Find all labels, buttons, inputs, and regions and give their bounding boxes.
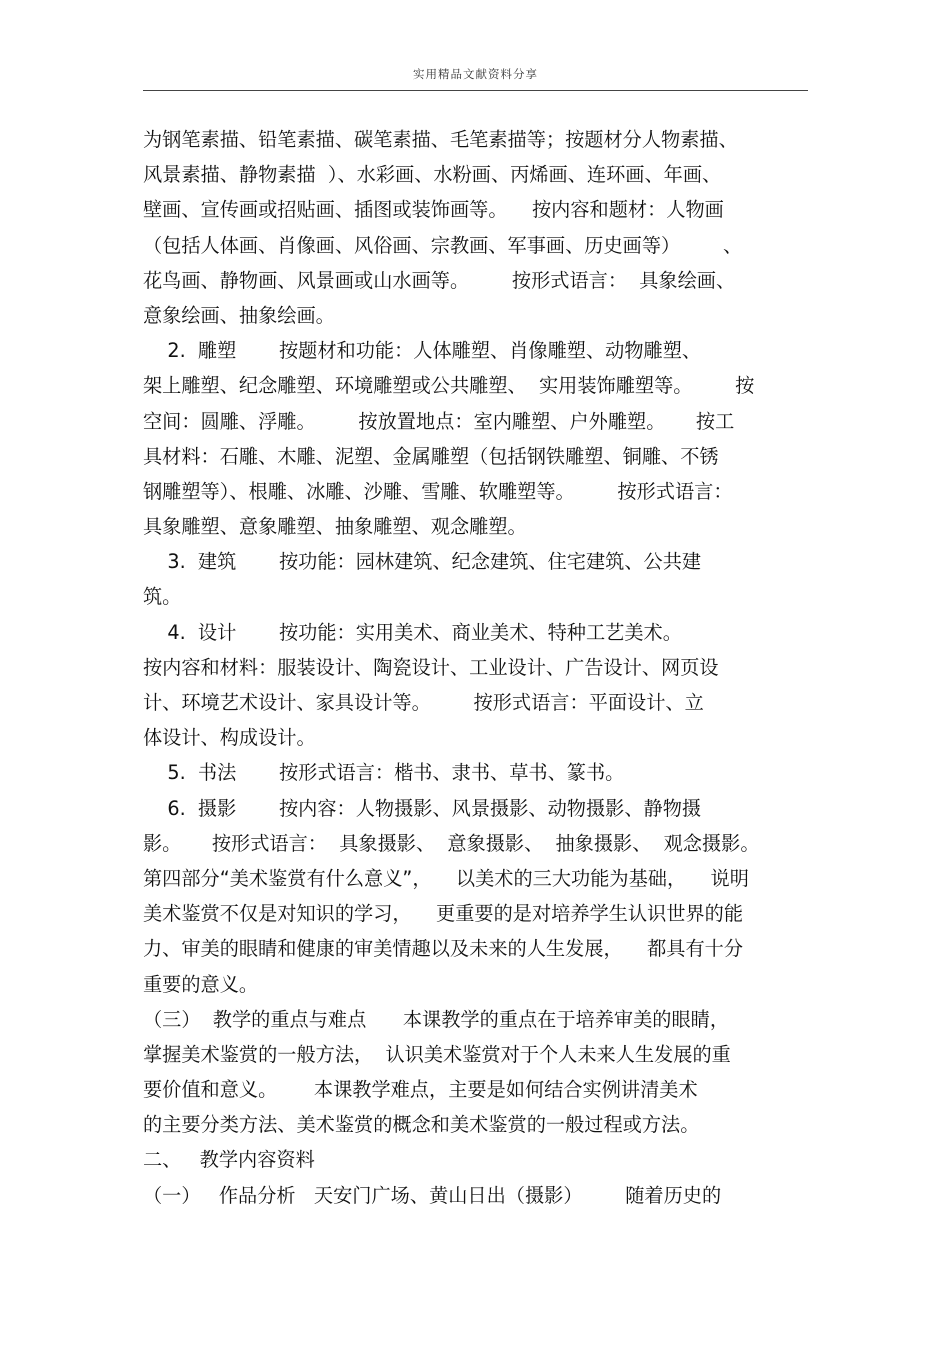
document-body [143,122,815,1213]
text-line: 体设计、构成设计。 [143,726,316,750]
text-line: 钢雕塑等）、根雕、冰雕、沙雕、雪雕、软雕塑等。 按形式语言： [143,479,733,503]
text-line: 为钢笔素描、铅笔素描、碳笔素描、毛笔素描等；按题材分人物素描、 [143,128,738,151]
text-line: 掌握美术鉴赏的一般方法， 认识美术鉴赏对于个人未来人生发展的重 [143,1042,731,1066]
text-line: 风景素描、静物素描 ）、水彩画、水粉画、丙烯画、连环画、年画、 [143,163,722,187]
text-line: 筑。 [143,585,182,609]
text-line: （一） 作品分析 天安门广场、黄山日出（摄影） 随着历史的 [143,1183,722,1207]
text-line: 意象绘画、抽象绘画。 [143,303,335,327]
text-line: 3. 建筑 按功能：园林建筑、纪念建筑、住宅建筑、公共建 [143,550,702,574]
text-line: 按内容和材料：服装设计、陶瓷设计、工业设计、广告设计、网页设 [143,655,719,679]
text-line: （三） 教学的重点与难点 本课教学的重点在于培养审美的眼睛， [143,1007,730,1031]
text-line: 6. 摄影 按内容：人物摄影、风景摄影、动物摄影、静物摄 [143,796,702,820]
text-line: 壁画、宣传画或招贴画、插图或装饰画等。 按内容和题材：人物画 [143,198,724,222]
text-line: 空间：圆雕、浮雕。 按放置地点：室内雕塑、户外雕塑。 按工 [143,409,735,433]
text-line: 具象雕塑、意象雕塑、抽象雕塑、观念雕塑。 [143,515,527,539]
text-line: 美术鉴赏不仅是对知识的学习， 更重要的是对培养学生认识世界的能 [143,902,744,926]
header-divider [143,90,808,91]
text-line: 2. 雕塑 按题材和功能：人体雕塑、肖像雕塑、动物雕塑、 [143,339,702,363]
text-line: 要价值和意义。 本课教学难点，主要是如何结合实例讲清美术 [143,1078,698,1102]
text-line: 架上雕塑、纪念雕塑、环境雕塑或公共雕塑、 实用装饰雕塑等。 按 [143,374,755,398]
text-line: 影。 按形式语言： 具象摄影、 意象摄影、 抽象摄影、 观念摄影。 [143,831,760,855]
text-line: 计、环境艺术设计、家具设计等。 按形式语言：平面设计、立 [143,691,704,714]
text-line: 第四部分“美术鉴赏有什么意义”， 以美术的三大功能为基础， 说明 [143,866,749,890]
text-line: 力、审美的眼睛和健康的审美情趣以及未来的人生发展， 都具有十分 [143,937,744,961]
page-header-title: 实用精品文献资料分享 [413,67,538,81]
text-line: 重要的意义。 [143,972,259,996]
text-line: 的主要分类方法、美术鉴赏的概念和美术鉴赏的一般过程或方法。 [143,1113,700,1137]
text-line: 5. 书法 按形式语言：楷书、隶书、草书、篆书。 [143,761,625,785]
text-line: 二、 教学内容资料 [143,1148,315,1172]
text-line: 具材料：石雕、木雕、泥塑、金属雕塑（包括钢铁雕塑、铜雕、不锈 [143,444,719,468]
text-line: 花鸟画、静物画、风景画或山水画等。 按形式语言： 具象绘画、 [143,268,736,292]
text-line: 4. 设计 按功能：实用美术、商业美术、特种工艺美术。 [143,620,682,644]
text-line: （包括人体画、肖像画、风俗画、宗教画、军事画、历史画等） 、 [143,233,743,257]
